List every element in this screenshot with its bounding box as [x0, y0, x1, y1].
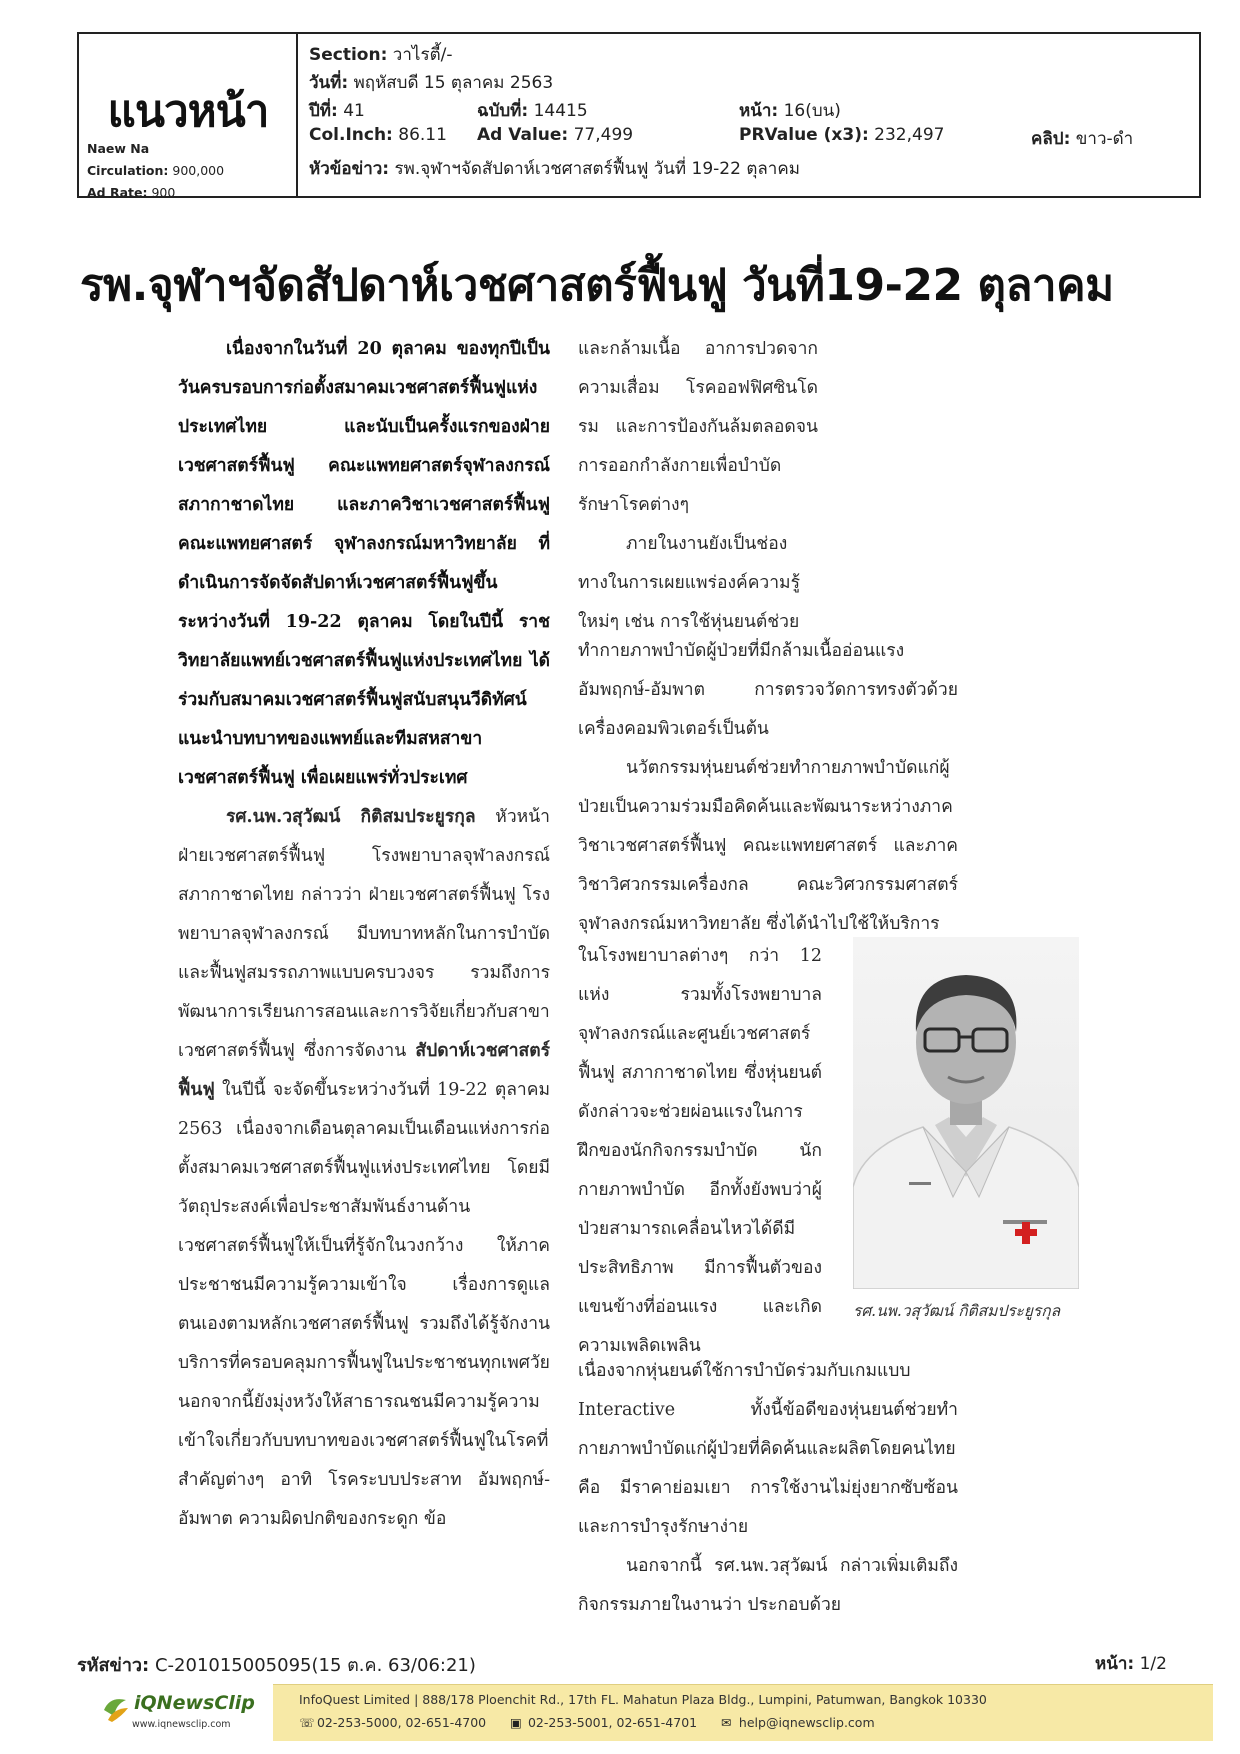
- article-headline: รพ.จุฬาฯจัดสัปดาห์เวชศาสตร์ฟื้นฟู วันที่19-22 ตุลาคม: [80, 260, 1114, 311]
- clip-field: คลิป: ขาว-ดำ: [1031, 129, 1134, 149]
- publication-meta: Naew Na Circulation: 900,000 Ad Rate: 900: [87, 141, 225, 200]
- clipping-header: [77, 32, 1201, 198]
- col-inch-field: Col.Inch: 86.11: [309, 125, 447, 145]
- news-code: รหัสข่าว: C-201015005095(15 ต.ค. 63/06:21): [77, 1655, 476, 1676]
- doctor-photo: [853, 937, 1079, 1289]
- article-column-left: [178, 330, 550, 1539]
- article-column-right-top: [578, 330, 818, 642]
- paragraph: ทำกายภาพบำบัดผู้ป่วยที่มีกล้ามเนื้ออ่อนแรง อัมพฤกษ์-อัมพาต การตรวจวัดการทรงตัวด้วยเครื่องคอมพิวเตอร์เป็นต้น: [578, 641, 958, 739]
- paragraph: นวัตกรรมหุ่นยนต์ช่วยทำกายภาพบำบัดแก่ผู้ป่วยเป็นความร่วมมือคิดค้นและพัฒนาระหว่างภาควิชาเวชศาสตร์ฟื้นฟู คณะแพทยศาสตร์ และภาควิชาวิศวกรรมเครื่องกล คณะวิศวกรรมศาสตร์ จุฬาลงกรณ์มหาวิทยาลัย ซึ่งได้นำไปใช้ให้บริการ: [578, 758, 958, 934]
- paragraph: ภายในงานยังเป็นช่องทางในการเผยแพร่องค์ความรู้ใหม่ๆ เช่น การใช้หุ่นยนต์ช่วย: [578, 534, 800, 632]
- topic-field: หัวข้อข่าว: รพ.จุฬาฯจัดสัปดาห์เวชศาสตร์ฟื้นฟู วันที่ 19-22 ตุลาคม: [309, 159, 800, 179]
- circulation-value: 900,000: [172, 163, 225, 178]
- phone-numbers: 02-253-5000, 02-651-4700: [316, 1715, 487, 1730]
- brand-url: www.iqnewsclip.com: [132, 1719, 231, 1730]
- contact-line: [299, 1715, 875, 1730]
- paragraph: นอกจากนี้ รศ.นพ.วสุวัฒน์ กล่าวเพิ่มเติมถึงกิจกรรมภายในงานว่า ประกอบด้วย: [578, 1556, 958, 1615]
- newspaper-logo: แนวหน้า: [107, 86, 269, 137]
- year-field: ปีที่: 41: [309, 101, 365, 121]
- article-column-right-bottom: [578, 1352, 958, 1625]
- lead-paragraph: เนื่องจากในวันที่ 20 ตุลาคม ของทุกปีเป็นวันครบรอบการก่อตั้งสมาคมเวชศาสตร์ฟื้นฟูแห่งประเทศไทย และนับเป็นครั้งแรกของฝ่ายเวชศาสตร์ฟื้นฟู คณะแพทยศาสตร์จุฬาลงกรณ์ สภากาชาดไทย และภาควิชาเวชศาสตร์ฟื้นฟู คณะแพทยศาสตร์ จุฬาลงกรณ์มหาวิทยาลัย ที่ดำเนินการจัดจัดสัปดาห์เวชศาสตร์ฟื้นฟูขึ้น ระหว่างวันที่ 19-22 ตุลาคม โดยในปีนี้ ราชวิทยาลัยแพทย์เวชศาสตร์ฟื้นฟูแห่งประเทศไทย ได้ร่วมกับสมาคมเวชศาสตร์ฟื้นฟูสนับสนุนวีดิทัศน์แนะนำบทบาทของแพทย์และทีมสหสาขาเวชศาสตร์ฟื้นฟู เพื่อเผยแพร่ทั่วประเทศ: [178, 339, 550, 788]
- photo-caption: รศ.นพ.วสุวัฒน์ กิติสมประยูรกุล: [853, 1302, 1061, 1320]
- article-column-right-mid: [578, 937, 822, 1366]
- fax-numbers: 02-253-5001, 02-651-4701: [527, 1715, 698, 1730]
- doctor-name: รศ.นพ.วสุวัฒน์ กิติสมประยูรกุล: [226, 807, 476, 827]
- paragraph: และกล้ามเนื้อ อาการปวดจากความเสื่อม โรคออฟฟิศซินโดรม และการป้องกันล้มตลอดจนการออกกำลังกายเพื่อบำบัดรักษาโรคต่างๆ: [578, 339, 818, 515]
- publication-name: Naew Na: [87, 141, 150, 156]
- company-address: InfoQuest Limited | 888/178 Ploenchit Rd., 17th FL. Mahatun Plaza Bldg., Lumpini, Patumwan, Bangkok 10330: [299, 1692, 987, 1707]
- brand-name: iQNewsClip: [134, 1692, 255, 1714]
- phone-icon: ☏: [299, 1715, 315, 1730]
- article-column-right-wide: [578, 632, 958, 944]
- ad-rate-value: 900: [151, 185, 176, 200]
- page-field: หน้า: 16(บน): [739, 101, 841, 121]
- paragraph: ในโรงพยาบาลต่างๆ กว่า 12 แห่ง รวมทั้งโรงพยาบาลจุฬาลงกรณ์และศูนย์เวชศาสตร์ฟื้นฟู สภากาชาดไทย ซึ่งหุ่นยนต์ดังกล่าวจะช่วยผ่อนแรงในการฝึกของนักกิจกรรมบำบัด นักกายภาพบำบัด อีกทั้งยังพบว่าผู้ป่วยสามารถเคลื่อนไหวได้ดีมีประสิทธิภาพ มีการฟื้นตัวของแขนข้างที่อ่อนแรง และเกิดความเพลิดเพลิน: [578, 946, 822, 1356]
- header-divider: [296, 34, 298, 196]
- fax-icon: ▣: [509, 1715, 522, 1730]
- issue-field: ฉบับที่: 14415: [477, 101, 588, 121]
- email-address[interactable]: help@iqnewsclip.com: [738, 1715, 875, 1730]
- ad-value-field: Ad Value: 77,499: [477, 125, 634, 145]
- iqnewsclip-logo-icon: [100, 1694, 132, 1726]
- pr-value-field: PRValue (x3): 232,497: [739, 125, 945, 145]
- paragraph: เนื่องจากหุ่นยนต์ใช้การบำบัดร่วมกับเกมแบบ Interactive ทั้งนี้ข้อดีของหุ่นยนต์ช่วยทำกายภาพบำบัดแก่ผู้ป่วยที่คิดค้นและผลิตโดยคนไทยคือ มีราคาย่อมเยา การใช้งานไม่ยุ่งยากซับซ้อน และการบำรุงรักษาง่าย: [578, 1361, 958, 1537]
- date-field: วันที่: พฤหัสบดี 15 ตุลาคม 2563: [309, 73, 554, 93]
- quote-paragraph: รศ.นพ.วสุวัฒน์ กิติสมประยูรกุล หัวหน้าฝ่ายเวชศาสตร์ฟื้นฟู โรงพยาบาลจุฬาลงกรณ์ สภากาชาดไทย กล่าวว่า ฝ่ายเวชศาสตร์ฟื้นฟู โรงพยาบาลจุฬาลงกรณ์ มีบทบาทหลักในการบำบัดและฟื้นฟูสมรรถภาพแบบครบวงจร รวมถึงการพัฒนาการเรียนการสอนและการวิจัยเกี่ยวกับสาขาเวชศาสตร์ฟื้นฟู ซึ่งการจัดงาน สัปดาห์เวชศาสตร์ฟื้นฟู ในปีนี้ จะจัดขึ้นระหว่างวันที่ 19-22 ตุลาคม 2563 เนื่องจากเดือนตุลาคมเป็นเดือนแห่งการก่อตั้งสมาคมเวชศาสตร์ฟื้นฟูแห่งประเทศไทย โดยมีวัตถุประสงค์เพื่อประชาสัมพันธ์งานด้านเวชศาสตร์ฟื้นฟูให้เป็นที่รู้จักในวงกว้าง ให้ภาคประชาชนมีความรู้ความเข้าใจ เรื่องการดูแลตนเองตามหลักเวชศาสตร์ฟื้นฟู รวมถึงได้รู้จักงานบริการที่ครอบคลุมการฟื้นฟูในประชาชนทุกเพศวัย นอกจากนี้ยังมุ่งหวังให้สาธารณชนมีความรู้ความเข้าใจเกี่ยวกับบทบาทของเวชศาสตร์ฟื้นฟูในโรคที่สำคัญต่างๆ อาทิ โรคระบบประสาท อัมพฤกษ์-อัมพาต ความผิดปกติของกระดูก ข้อ: [178, 807, 550, 1529]
- email-icon: ✉: [720, 1715, 732, 1730]
- section-field: Section: วาไรตี้/-: [309, 45, 453, 65]
- iqnewsclip-logo: [100, 1688, 265, 1740]
- footer-contact-bar: [273, 1684, 1213, 1741]
- footer-page-number: หน้า: 1/2: [1095, 1654, 1167, 1674]
- event-name: สัปดาห์เวชศาสตร์ฟื้นฟู: [178, 1041, 550, 1100]
